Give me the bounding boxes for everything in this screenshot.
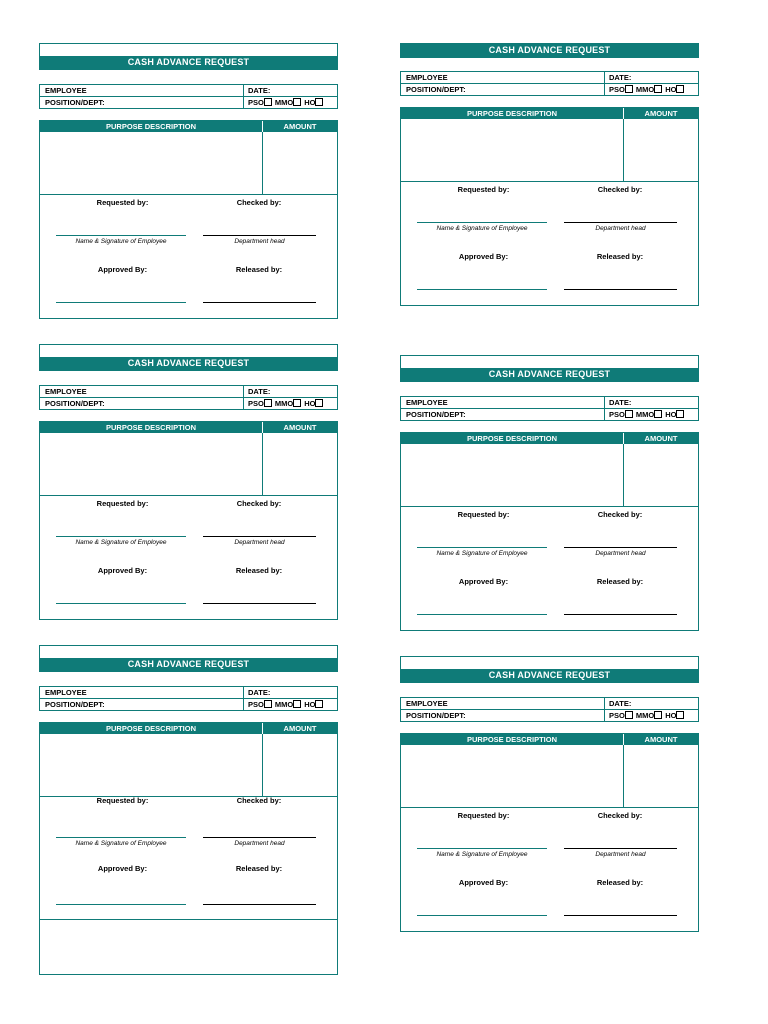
dept-head-signature-line[interactable] [564,547,677,548]
employee-signature-line[interactable] [417,547,547,548]
form-title-box [400,43,699,58]
date-field[interactable]: DATE: [604,72,698,83]
office-options [604,409,698,420]
date-field[interactable]: DATE: [243,386,337,397]
released-by-line[interactable] [203,603,316,604]
checked-by-label: Checked by: [236,198,282,207]
employee-info-table [39,385,338,410]
requested-by-label: Requested by: [457,185,510,194]
purpose-body[interactable] [401,745,698,808]
dept-head-signature-line[interactable] [564,848,677,849]
checked-by-label: Checked by: [597,811,643,820]
option-mmo-checkbox[interactable] [293,700,301,708]
requested-by-label: Requested by: [96,499,149,508]
position-field[interactable]: POSITION/DEPT: [45,399,105,408]
option-pso-checkbox[interactable] [625,85,633,93]
employee-field[interactable]: EMPLOYEE [45,86,87,95]
form-title-box [39,344,338,371]
employee-signature-line[interactable] [417,848,547,849]
date-field[interactable]: DATE: [604,397,698,408]
purpose-body[interactable] [40,433,337,496]
released-by-label: Released by: [596,878,644,887]
purpose-body[interactable] [40,734,337,797]
option-pso-checkbox[interactable] [264,700,272,708]
option-pso-label: PSO [248,98,264,107]
office-options [243,699,337,710]
amount-header: AMOUNT [283,724,317,733]
cash-advance-form-5 [39,645,338,975]
option-pso-label: PSO [248,700,264,709]
approved-by-label: Approved By: [458,577,509,586]
purpose-section [400,107,699,306]
released-by-label: Released by: [235,265,283,274]
amount-header: AMOUNT [644,735,678,744]
option-mmo-label: MMO [635,410,655,419]
requested-by-label: Requested by: [96,198,149,207]
employee-signature-caption: Name & Signature of Employee [75,238,167,245]
dept-head-caption: Department head [595,851,646,858]
form-title: CASH ADVANCE REQUEST [401,669,698,682]
approved-by-label: Approved By: [458,252,509,261]
office-options [604,84,698,95]
office-options [243,97,337,108]
form-title-box [39,645,338,672]
option-mmo-checkbox[interactable] [654,711,662,719]
checked-by-label: Checked by: [236,796,282,805]
option-pso-label: PSO [609,85,625,94]
purpose-header: PURPOSE DESCRIPTION [40,422,263,433]
released-by-line[interactable] [203,904,316,905]
checked-by-label: Checked by: [597,510,643,519]
purpose-body[interactable] [40,132,337,195]
option-mmo-label: MMO [635,85,655,94]
released-by-label: Released by: [235,864,283,873]
approved-by-line[interactable] [417,915,547,916]
cash-advance-form-2 [400,43,699,306]
employee-info-table [39,686,338,711]
purpose-header: PURPOSE DESCRIPTION [401,734,624,745]
purpose-body[interactable] [401,119,698,182]
option-mmo-checkbox[interactable] [293,98,301,106]
amount-header: AMOUNT [283,122,317,131]
cash-advance-form-3 [39,344,338,620]
date-field[interactable]: DATE: [243,85,337,96]
checked-by-label: Checked by: [236,499,282,508]
approved-by-line[interactable] [417,289,547,290]
purpose-section [39,421,338,620]
purpose-section [39,722,338,975]
employee-field[interactable]: EMPLOYEE [45,387,87,396]
dept-head-caption: Department head [234,840,285,847]
option-mmo-checkbox[interactable] [654,85,662,93]
approved-by-line[interactable] [56,603,186,604]
released-by-label: Released by: [235,566,283,575]
approved-by-label: Approved By: [97,566,148,575]
form-title: CASH ADVANCE REQUEST [40,56,337,69]
approved-by-line[interactable] [56,302,186,303]
option-ho-label: HO [665,85,677,94]
employee-field[interactable]: EMPLOYEE [406,398,448,407]
date-field[interactable]: DATE: [604,698,698,709]
blank-extra-area [40,919,337,920]
dept-head-caption: Department head [234,539,285,546]
employee-info-table [400,71,699,96]
released-by-line[interactable] [564,915,677,916]
option-pso-label: PSO [248,399,264,408]
form-title: CASH ADVANCE REQUEST [40,357,337,370]
form-title: CASH ADVANCE REQUEST [401,368,698,381]
form-title-box [39,43,338,70]
purpose-section [400,733,699,932]
employee-field[interactable]: EMPLOYEE [45,688,87,697]
approved-by-label: Approved By: [458,878,509,887]
employee-signature-caption: Name & Signature of Employee [75,840,167,847]
option-ho-checkbox[interactable] [676,410,684,418]
option-pso-checkbox[interactable] [625,711,633,719]
purpose-section [400,432,699,631]
office-options [243,398,337,409]
form-title: CASH ADVANCE REQUEST [40,658,337,671]
date-field[interactable]: DATE: [243,687,337,698]
position-field[interactable]: POSITION/DEPT: [45,98,105,107]
dept-head-signature-line[interactable] [203,536,316,537]
released-by-line[interactable] [564,614,677,615]
cash-advance-form-1 [39,43,338,319]
dept-head-signature-line[interactable] [203,235,316,236]
dept-head-caption: Department head [595,550,646,557]
option-ho-checkbox[interactable] [676,85,684,93]
dept-head-signature-line[interactable] [564,222,677,223]
option-ho-checkbox[interactable] [315,700,323,708]
employee-signature-caption: Name & Signature of Employee [75,539,167,546]
approved-by-line[interactable] [56,904,186,905]
option-ho-checkbox[interactable] [676,711,684,719]
dept-head-caption: Department head [595,225,646,232]
employee-info-table [39,84,338,109]
approved-by-label: Approved By: [97,265,148,274]
option-mmo-label: MMO [274,700,294,709]
employee-info-table [400,697,699,722]
purpose-header: PURPOSE DESCRIPTION [401,108,624,119]
employee-signature-line[interactable] [417,222,547,223]
option-ho-label: HO [304,98,316,107]
option-pso-label: PSO [609,410,625,419]
amount-header: AMOUNT [283,423,317,432]
option-mmo-checkbox[interactable] [654,410,662,418]
released-by-line[interactable] [203,302,316,303]
cash-advance-form-4 [400,355,699,631]
purpose-header: PURPOSE DESCRIPTION [40,723,263,734]
employee-info-table [400,396,699,421]
option-ho-checkbox[interactable] [315,399,323,407]
employee-field[interactable]: EMPLOYEE [406,73,448,82]
employee-field[interactable]: EMPLOYEE [406,699,448,708]
option-pso-checkbox[interactable] [625,410,633,418]
approved-by-line[interactable] [417,614,547,615]
option-ho-checkbox[interactable] [315,98,323,106]
checked-by-label: Checked by: [597,185,643,194]
option-pso-checkbox[interactable] [264,399,272,407]
released-by-label: Released by: [596,577,644,586]
employee-signature-caption: Name & Signature of Employee [436,225,528,232]
option-ho-label: HO [304,700,316,709]
amount-header: AMOUNT [644,434,678,443]
purpose-section [39,120,338,319]
employee-signature-line[interactable] [56,837,186,838]
requested-by-label: Requested by: [457,510,510,519]
form-title-box [400,656,699,683]
released-by-label: Released by: [596,252,644,261]
employee-signature-caption: Name & Signature of Employee [436,550,528,557]
option-pso-label: PSO [609,711,625,720]
option-ho-label: HO [665,410,677,419]
dept-head-signature-line[interactable] [203,837,316,838]
option-mmo-label: MMO [274,399,294,408]
position-field[interactable]: POSITION/DEPT: [406,85,466,94]
employee-signature-line[interactable] [56,536,186,537]
requested-by-label: Requested by: [96,796,149,805]
requested-by-label: Requested by: [457,811,510,820]
option-mmo-label: MMO [274,98,294,107]
purpose-header: PURPOSE DESCRIPTION [40,121,263,132]
option-pso-checkbox[interactable] [264,98,272,106]
option-mmo-checkbox[interactable] [293,399,301,407]
employee-signature-caption: Name & Signature of Employee [436,851,528,858]
purpose-header: PURPOSE DESCRIPTION [401,433,624,444]
released-by-line[interactable] [564,289,677,290]
amount-header: AMOUNT [644,109,678,118]
option-ho-label: HO [304,399,316,408]
position-field[interactable]: POSITION/DEPT: [406,711,466,720]
cash-advance-form-6 [400,656,699,932]
form-title-box [400,355,699,382]
form-title: CASH ADVANCE REQUEST [401,44,698,57]
position-field[interactable]: POSITION/DEPT: [406,410,466,419]
office-options [604,710,698,721]
dept-head-caption: Department head [234,238,285,245]
approved-by-label: Approved By: [97,864,148,873]
option-ho-label: HO [665,711,677,720]
employee-signature-line[interactable] [56,235,186,236]
position-field[interactable]: POSITION/DEPT: [45,700,105,709]
purpose-body[interactable] [401,444,698,507]
option-mmo-label: MMO [635,711,655,720]
